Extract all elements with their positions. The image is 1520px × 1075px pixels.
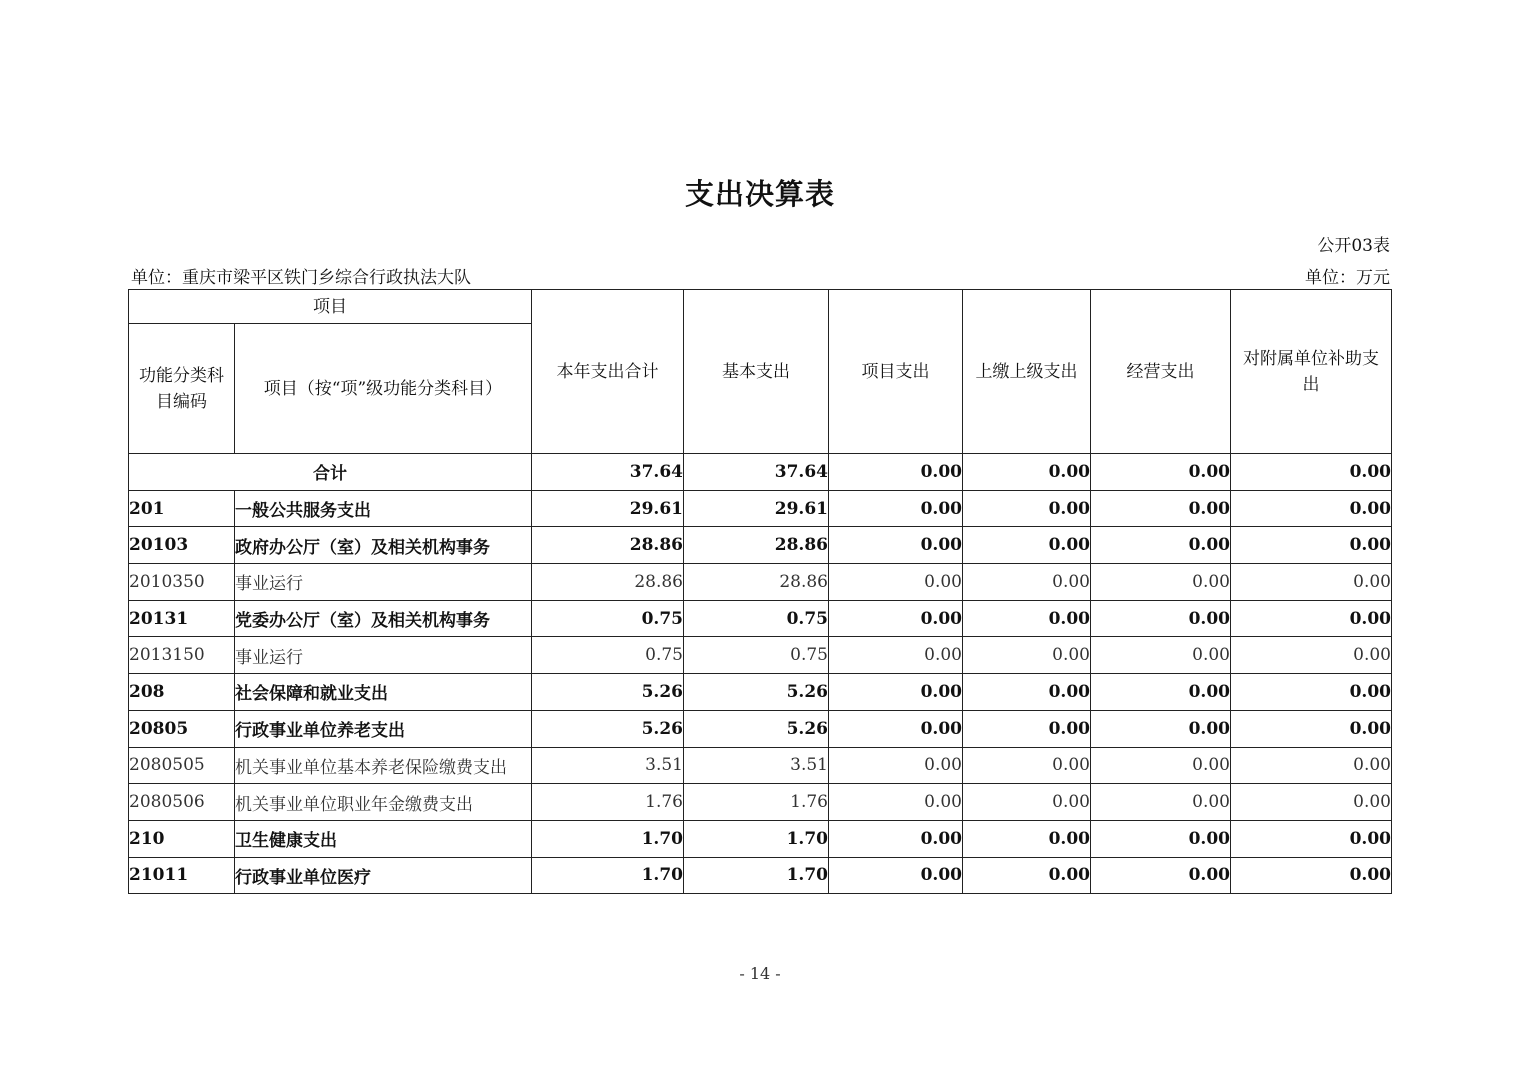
row-name: 机关事业单位基本养老保险缴费支出 <box>235 747 532 784</box>
table-cell: 29.61 <box>532 490 684 527</box>
table-row <box>129 820 1392 857</box>
table-cell: 0.00 <box>963 600 1091 637</box>
row-name: 行政事业单位医疗 <box>235 857 532 894</box>
table-cell: 3.51 <box>684 747 829 784</box>
row-code: 20805 <box>129 710 235 747</box>
table-cell: 0.00 <box>1091 747 1231 784</box>
table-cell: 0.00 <box>1231 637 1392 674</box>
table-cell: 0.00 <box>829 784 963 821</box>
table-cell: 0.00 <box>963 527 1091 564</box>
table-cell: 1.70 <box>684 857 829 894</box>
expenditure-table <box>128 289 1392 894</box>
total-label: 合计 <box>129 454 532 491</box>
table-cell: 0.00 <box>963 674 1091 711</box>
table-cell: 37.64 <box>684 454 829 491</box>
row-name: 机关事业单位职业年金缴费支出 <box>235 784 532 821</box>
table-cell: 1.70 <box>532 857 684 894</box>
table-cell: 0.00 <box>963 710 1091 747</box>
row-code: 2010350 <box>129 564 235 601</box>
table-cell: 0.00 <box>1231 600 1392 637</box>
table-cell: 0.00 <box>1091 527 1231 564</box>
table-cell: 0.00 <box>1091 674 1231 711</box>
table-cell: 0.00 <box>1231 454 1392 491</box>
table-cell: 0.00 <box>829 710 963 747</box>
page-number: - 14 - <box>739 964 781 983</box>
table-cell: 0.00 <box>1231 747 1392 784</box>
row-name: 行政事业单位养老支出 <box>235 710 532 747</box>
table-cell: 0.00 <box>1091 564 1231 601</box>
table-cell: 0.00 <box>829 820 963 857</box>
header-project-expense: 项目支出 <box>829 290 963 454</box>
table-cell: 1.76 <box>532 784 684 821</box>
table-cell: 29.61 <box>684 490 829 527</box>
table-cell: 0.00 <box>1231 564 1392 601</box>
table-cell: 0.00 <box>829 857 963 894</box>
table-cell: 0.00 <box>963 564 1091 601</box>
table-row <box>129 527 1392 564</box>
table-cell: 0.00 <box>963 784 1091 821</box>
header-total: 本年支出合计 <box>532 290 684 454</box>
table-cell: 0.75 <box>532 637 684 674</box>
table-cell: 1.76 <box>684 784 829 821</box>
table-cell: 0.00 <box>829 674 963 711</box>
table-cell: 0.00 <box>829 747 963 784</box>
table-cell: 0.00 <box>829 564 963 601</box>
table-cell: 0.75 <box>684 637 829 674</box>
row-code: 20131 <box>129 600 235 637</box>
table-cell: 0.00 <box>1231 784 1392 821</box>
row-code: 208 <box>129 674 235 711</box>
table-cell: 0.00 <box>829 454 963 491</box>
table-cell: 0.00 <box>1091 490 1231 527</box>
row-name: 社会保障和就业支出 <box>235 674 532 711</box>
table-row <box>129 600 1392 637</box>
table-cell: 0.00 <box>1231 710 1392 747</box>
row-code: 2080505 <box>129 747 235 784</box>
header-upper-level: 上缴上级支出 <box>963 290 1091 454</box>
table-row <box>129 747 1392 784</box>
row-code: 20103 <box>129 527 235 564</box>
table-cell: 0.00 <box>963 490 1091 527</box>
header-project: 项目 <box>129 290 532 324</box>
table-cell: 5.26 <box>684 710 829 747</box>
table-row <box>129 674 1392 711</box>
row-name: 政府办公厅（室）及相关机构事务 <box>235 527 532 564</box>
table-cell: 0.00 <box>1091 637 1231 674</box>
row-name: 党委办公厅（室）及相关机构事务 <box>235 600 532 637</box>
table-cell: 0.00 <box>1091 857 1231 894</box>
table-cell: 0.00 <box>1091 710 1231 747</box>
row-name: 事业运行 <box>235 637 532 674</box>
row-code: 2013150 <box>129 637 235 674</box>
currency-unit: 单位：万元 <box>1305 268 1390 288</box>
table-row <box>129 710 1392 747</box>
table-cell: 0.00 <box>829 600 963 637</box>
table-cell: 1.70 <box>532 820 684 857</box>
table-cell: 3.51 <box>532 747 684 784</box>
row-name: 事业运行 <box>235 564 532 601</box>
header-item: 项目（按“项”级功能分类科目） <box>235 324 532 454</box>
header-business: 经营支出 <box>1091 290 1231 454</box>
table-cell: 0.00 <box>1231 527 1392 564</box>
table-cell: 0.75 <box>684 600 829 637</box>
table-cell: 0.00 <box>963 857 1091 894</box>
header-code: 功能分类科目编码 <box>129 324 235 454</box>
table-cell: 0.00 <box>963 637 1091 674</box>
table-cell: 0.00 <box>829 490 963 527</box>
table-cell: 0.00 <box>1231 857 1392 894</box>
table-cell: 0.00 <box>829 527 963 564</box>
table-cell: 0.00 <box>1091 454 1231 491</box>
row-code: 201 <box>129 490 235 527</box>
row-code: 2080506 <box>129 784 235 821</box>
table-cell: 5.26 <box>532 674 684 711</box>
table-cell: 37.64 <box>532 454 684 491</box>
table-cell: 0.00 <box>829 637 963 674</box>
table-cell: 0.00 <box>1091 784 1231 821</box>
table-cell: 1.70 <box>684 820 829 857</box>
table-row <box>129 857 1392 894</box>
table-cell: 5.26 <box>684 674 829 711</box>
table-cell: 0.00 <box>963 747 1091 784</box>
row-name: 一般公共服务支出 <box>235 490 532 527</box>
header-subsidy: 对附属单位补助支出 <box>1231 290 1392 454</box>
table-cell: 0.00 <box>1231 674 1392 711</box>
table-cell: 0.00 <box>1091 600 1231 637</box>
row-code: 210 <box>129 820 235 857</box>
table-row <box>129 637 1392 674</box>
table-row <box>129 784 1392 821</box>
table-cell: 28.86 <box>684 527 829 564</box>
table-cell: 28.86 <box>684 564 829 601</box>
reporting-unit: 单位：重庆市梁平区铁门乡综合行政执法大队 <box>131 268 471 288</box>
table-cell: 0.00 <box>1231 820 1392 857</box>
table-cell: 0.00 <box>1231 490 1392 527</box>
form-number: 公开03表 <box>1317 236 1390 256</box>
table-cell: 0.00 <box>963 454 1091 491</box>
table-row <box>129 490 1392 527</box>
row-name: 卫生健康支出 <box>235 820 532 857</box>
page-title: 支出决算表 <box>684 177 835 211</box>
table-cell: 28.86 <box>532 527 684 564</box>
table-cell: 5.26 <box>532 710 684 747</box>
table-row <box>129 564 1392 601</box>
row-code: 21011 <box>129 857 235 894</box>
header-basic: 基本支出 <box>684 290 829 454</box>
table-cell: 28.86 <box>532 564 684 601</box>
table-cell: 0.75 <box>532 600 684 637</box>
table-cell: 0.00 <box>1091 820 1231 857</box>
table-cell: 0.00 <box>963 820 1091 857</box>
total-row <box>129 454 1392 491</box>
